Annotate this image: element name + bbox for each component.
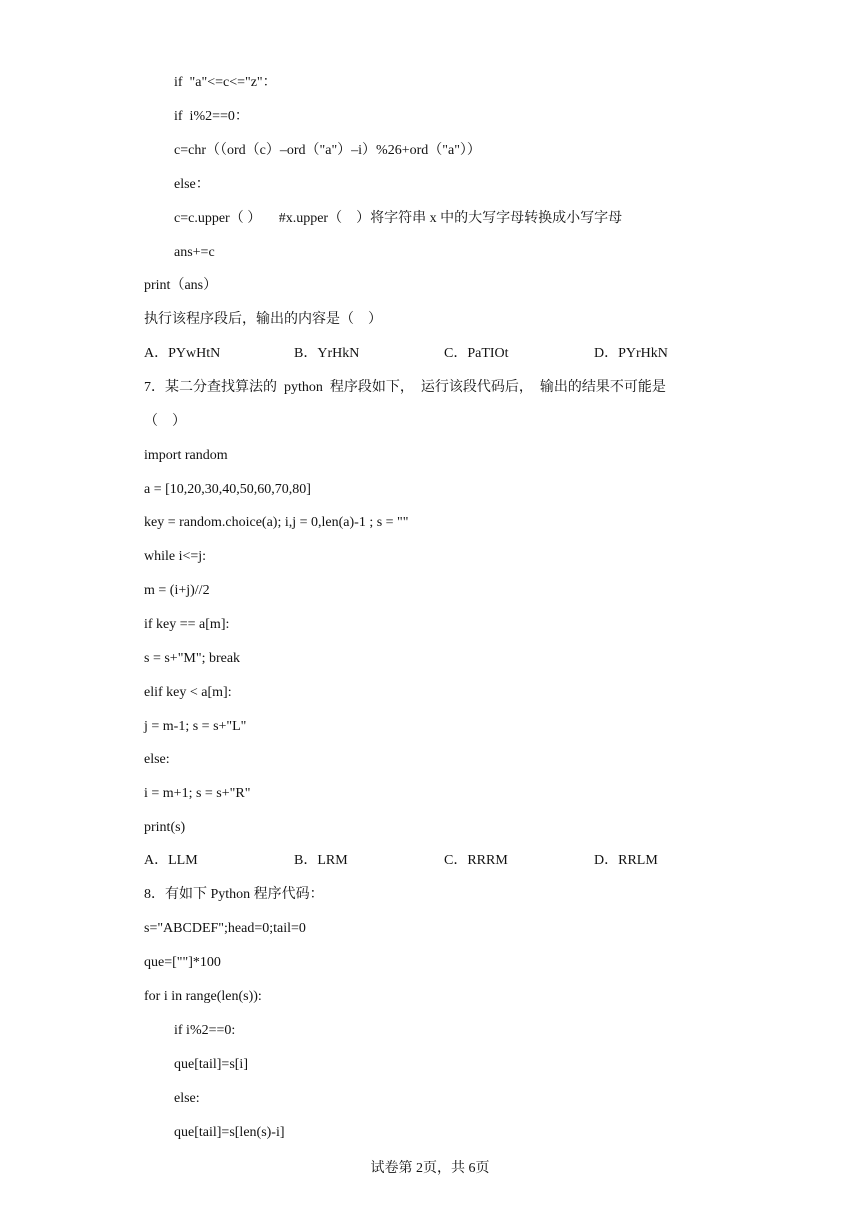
code-line: else: xyxy=(144,752,170,767)
code-line: else: xyxy=(174,1091,200,1106)
code-line: print（ans） xyxy=(144,278,218,293)
code-line: print(s) xyxy=(144,820,186,835)
code-line: ans+=c xyxy=(174,245,215,260)
code-line: que=[""]*100 xyxy=(144,955,221,970)
q6-option-b: B．YrHkN xyxy=(294,346,360,361)
q6-option-a: A．PYwHtN xyxy=(144,346,221,361)
code-line: elif key < a[m]: xyxy=(144,685,232,700)
code-line: que[tail]=s[len(s)-i] xyxy=(174,1125,285,1140)
code-line: que[tail]=s[i] xyxy=(174,1057,248,1072)
q7-option-b: B．LRM xyxy=(294,853,348,868)
code-line: s="ABCDEF";head=0;tail=0 xyxy=(144,921,306,936)
question-8-stem: 8．有如下 Python 程序代码： xyxy=(144,887,324,902)
q7-option-c: C．RRRM xyxy=(444,853,508,868)
code-line: s = s+"M"; break xyxy=(144,651,241,666)
code-line: if key == a[m]: xyxy=(144,617,230,632)
code-line: j = m-1; s = s+"L" xyxy=(144,719,247,734)
code-line: if "a"<=c<="z"： xyxy=(174,75,277,90)
code-line: key = random.choice(a); i,j = 0,len(a)-1 ; s = "" xyxy=(144,515,409,530)
code-line: import random xyxy=(144,448,228,463)
code-line: c=chr（（ord（c）–ord（"a"）–i）%26+ord（"a"）） xyxy=(174,143,481,158)
question-7-blank: （ ） xyxy=(144,414,186,429)
code-line: for i in range(len(s)): xyxy=(144,989,262,1004)
q6-option-d: D．PYrHkN xyxy=(594,346,668,361)
question-7-stem: 7．某二分查找算法的 python 程序段如下， 运行该段代码后， 输出的结果不可能是 xyxy=(144,380,666,395)
page-footer: 试卷第 2页，共 6页 xyxy=(370,1161,490,1176)
code-line: m = (i+j)//2 xyxy=(144,583,210,598)
code-line: c=c.upper（ ） #x.upper（ ）将字符串 x 中的大写字母转换成小写字母 xyxy=(174,211,623,226)
q7-option-d: D．RRLM xyxy=(594,853,658,868)
q7-option-a: A．LLM xyxy=(144,853,198,868)
code-line: else： xyxy=(174,177,210,192)
code-line: if i%2==0: xyxy=(174,1023,236,1038)
code-line: while i<=j: xyxy=(144,549,207,564)
q6-option-c: C．PaTIOt xyxy=(444,346,509,361)
code-line: a = [10,20,30,40,50,60,70,80] xyxy=(144,482,311,497)
question-6-prompt: 执行该程序段后，输出的内容是（ ） xyxy=(144,312,382,327)
code-line: i = m+1; s = s+"R" xyxy=(144,786,251,801)
code-line: if i%2==0： xyxy=(174,109,249,124)
